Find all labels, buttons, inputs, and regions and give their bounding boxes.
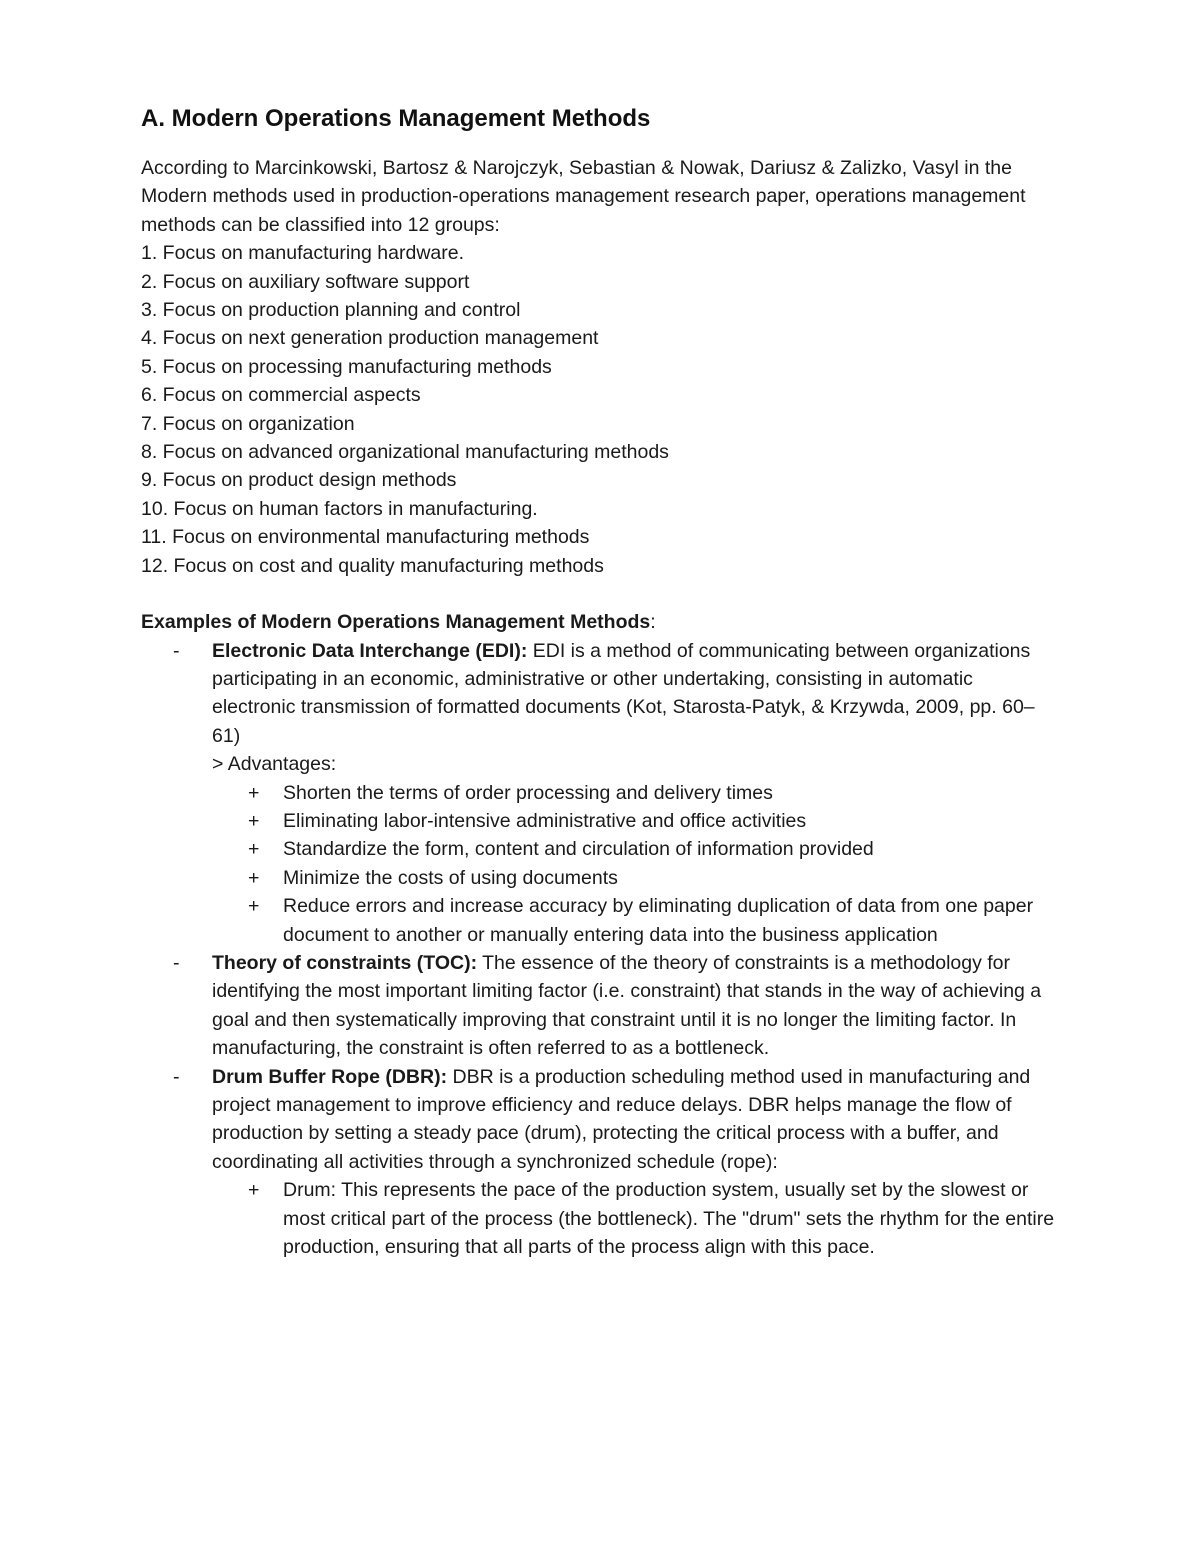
method-dbr-text — [212, 1063, 1061, 1177]
list-item — [212, 1176, 1061, 1261]
list-item: 11. Focus on environmental manufacturing methods — [141, 526, 590, 549]
list-item: 7. Focus on organization — [141, 412, 355, 435]
list-item — [212, 835, 1061, 863]
method-dbr — [141, 1063, 1061, 1262]
list-item: 4. Focus on next generation production management — [141, 327, 599, 350]
list-item: 1. Focus on manufacturing hardware. — [141, 242, 465, 265]
list-item: 3. Focus on production planning and control — [141, 299, 521, 322]
method-description: EDI is a method of communicating between organizations participating in an economic, administrative or other undertaking, consisting in automatic electronic transmission of formatted documents (Kot, Starosta-Patyk, & Krzywda, 2009, pp. 60–61) — [212, 639, 1035, 747]
advantage-text: Shorten the terms of order processing and delivery times — [283, 781, 773, 804]
method-edi — [141, 637, 1061, 949]
method-toc-text — [212, 949, 1061, 1063]
plus-bullet: + — [248, 809, 260, 832]
method-edi-text — [212, 637, 1061, 751]
plus-bullet: + — [248, 866, 260, 889]
intro-paragraph: According to Marcinkowski, Bartosz & Narojczyk, Sebastian & Nowak, Dariusz & Zalizko, Vasyl in the Modern methods used in production-operations management research paper, operations management methods can be classified into 12 groups: — [141, 157, 1026, 236]
plus-bullet: + — [248, 1179, 260, 1202]
examples-list — [141, 637, 1061, 1262]
method-term: Drum Buffer Rope (DBR): — [212, 1065, 448, 1088]
method-description: The essence of the theory of constraints is a methodology for identifying the most important limiting factor (i.e. constraint) that stands in the way of achieving a goal and then systematically improving that constraint until it is no longer the limiting factor. In manufacturing, the constraint is often referred to as a bottleneck. — [212, 951, 1042, 1060]
dbr-items-list — [212, 1176, 1061, 1261]
examples-heading-text: Examples of Modern Operations Management Methods — [141, 611, 651, 634]
advantage-text: Reduce errors and increase accuracy by eliminating duplication of data from one paper document to another or manually entering data into the business application — [283, 895, 1034, 946]
list-item: 10. Focus on human factors in manufacturing. — [141, 497, 538, 520]
list-item — [212, 864, 1061, 892]
method-groups-list — [141, 239, 1061, 580]
list-item — [212, 807, 1061, 835]
list-item: 9. Focus on product design methods — [141, 469, 457, 492]
advantage-text: Minimize the costs of using documents — [283, 866, 618, 889]
dbr-item-text: Drum: This represents the pace of the production system, usually set by the slowest or most critical part of the process (the bottleneck). The "drum" sets the rhythm for the entire production, ensuring that all parts of the process align with this pace. — [283, 1179, 1055, 1259]
dash-bullet: - — [173, 639, 180, 662]
edi-advantages-list — [212, 779, 1061, 949]
dash-bullet: - — [173, 1065, 180, 1088]
list-item: 8. Focus on advanced organizational manufacturing methods — [141, 441, 669, 464]
section-title: A. Modern Operations Management Methods — [141, 105, 651, 132]
method-term: Electronic Data Interchange (EDI): — [212, 639, 528, 662]
plus-bullet: + — [248, 895, 260, 918]
method-toc — [141, 949, 1061, 1063]
list-item — [212, 892, 1061, 949]
list-item: 2. Focus on auxiliary software support — [141, 270, 470, 293]
advantage-text: Eliminating labor-intensive administrative and office activities — [283, 809, 807, 832]
examples-heading — [141, 608, 1061, 636]
list-item: 5. Focus on processing manufacturing methods — [141, 355, 552, 378]
document-page — [141, 104, 1061, 1261]
examples-heading-colon: : — [650, 611, 656, 634]
method-description: DBR is a production scheduling method used in manufacturing and project management to improve efficiency and reduce delays. DBR helps manage the flow of production by setting a steady pace (drum), protecting the critical process with a buffer, and coordinating all activities through a synchronized schedule (rope): — [212, 1065, 1031, 1173]
list-item: 6. Focus on commercial aspects — [141, 384, 421, 407]
list-item: 12. Focus on cost and quality manufacturing methods — [141, 554, 604, 577]
advantages-label: > Advantages: — [212, 753, 337, 776]
plus-bullet: + — [248, 781, 260, 804]
list-item — [212, 779, 1061, 807]
paragraph-spacer — [141, 580, 1061, 608]
advantage-text: Standardize the form, content and circulation of information provided — [283, 838, 874, 861]
method-term: Theory of constraints (TOC): — [212, 951, 478, 974]
dash-bullet: - — [173, 951, 180, 974]
plus-bullet: + — [248, 838, 260, 861]
